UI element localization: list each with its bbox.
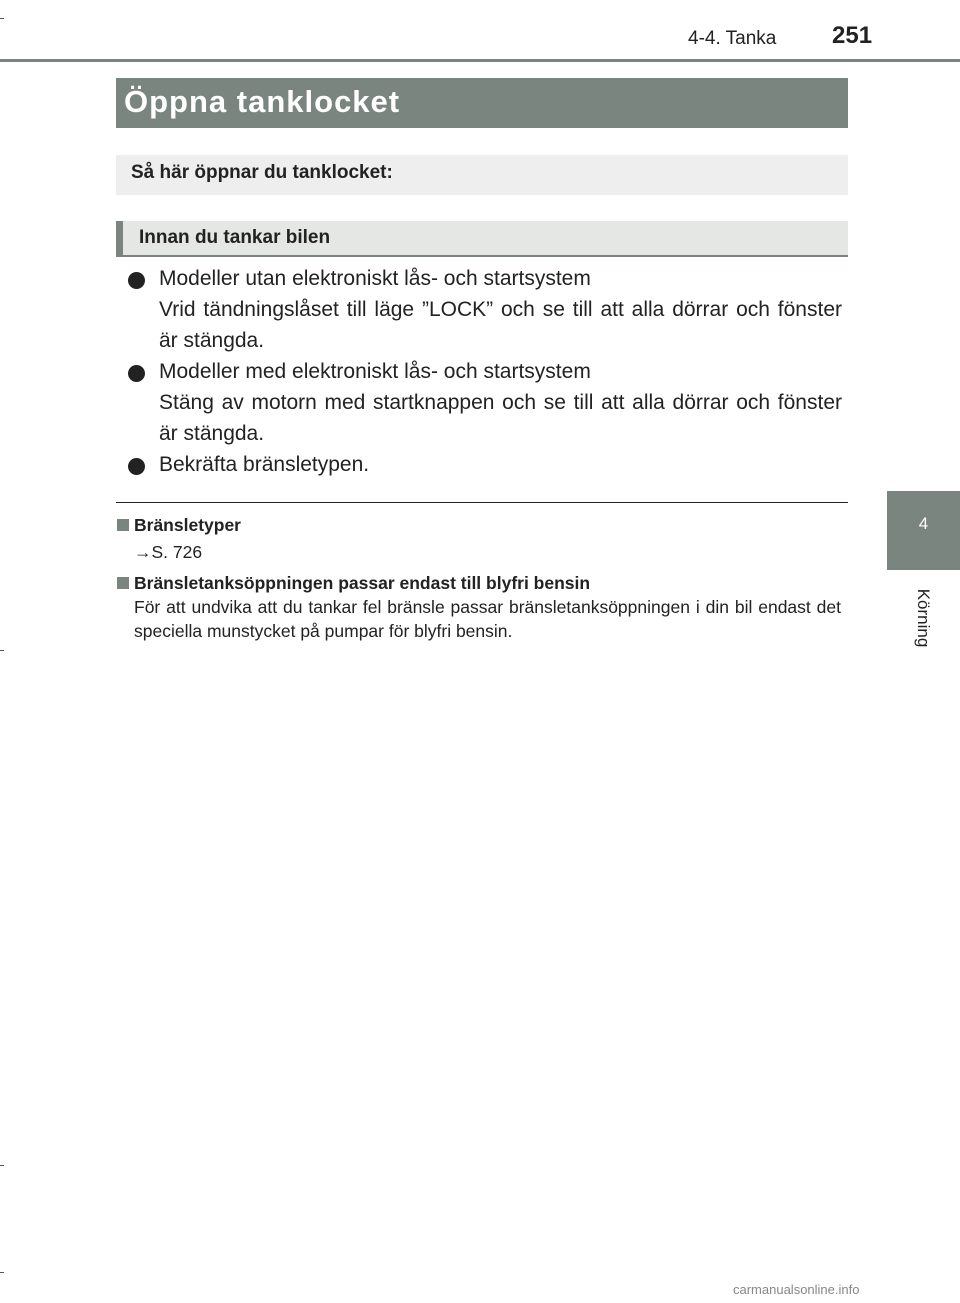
bullet-title: Modeller med elektroniskt lås- och startsystem	[159, 360, 591, 383]
page-title: Öppna tanklocket	[116, 78, 848, 128]
page-reference-link[interactable]: →S. 726	[134, 542, 203, 562]
header-divider	[0, 59, 960, 62]
bullet-dot-icon	[128, 458, 145, 475]
list-item	[125, 356, 842, 449]
crop-mark	[0, 1272, 4, 1273]
note-heading-text: Bränsletyper	[134, 515, 241, 535]
crop-mark	[0, 650, 4, 651]
subheading: Innan du tankar bilen	[116, 221, 848, 257]
note-text: För att undvika att du tankar fel bränsle passar bränsletanksöppningen i din bil endast det speciella munstycket på pumpar för blyfri bensin.	[134, 597, 841, 641]
header-section-title: 4-4. Tanka	[688, 28, 777, 49]
crop-mark	[0, 1165, 4, 1166]
note-heading-text: Bränsletanksöppningen passar endast till blyfri bensin	[134, 573, 591, 593]
square-bullet-icon	[117, 577, 129, 589]
note-heading	[116, 571, 841, 595]
square-bullet-icon	[117, 519, 129, 531]
note-heading	[116, 513, 841, 537]
bullet-title: Modeller utan elektroniskt lås- och startsystem	[159, 267, 591, 290]
watermark: carmanualsonline.info	[733, 1282, 860, 1297]
bullet-dot-icon	[128, 365, 145, 382]
bullet-list	[125, 263, 842, 480]
crop-mark	[0, 18, 4, 19]
notes-divider	[116, 502, 848, 503]
chapter-tab: 4	[887, 491, 960, 570]
intro-box: Så här öppnar du tanklocket:	[116, 155, 848, 195]
notes-section	[116, 513, 841, 643]
page-number: 251	[832, 22, 873, 49]
bullet-title: Bekräfta bränsletypen.	[159, 453, 370, 476]
bullet-description: Vrid tändningslåset till läge ”LOCK” och se till att alla dörrar och fönster är stängda.	[159, 298, 842, 352]
chapter-label: Körning	[914, 588, 933, 648]
list-item	[125, 449, 842, 480]
bullet-description: Stäng av motorn med startknappen och se till att alla dörrar och fönster är stängda.	[159, 391, 842, 445]
bullet-dot-icon	[128, 272, 145, 289]
list-item	[125, 263, 842, 356]
